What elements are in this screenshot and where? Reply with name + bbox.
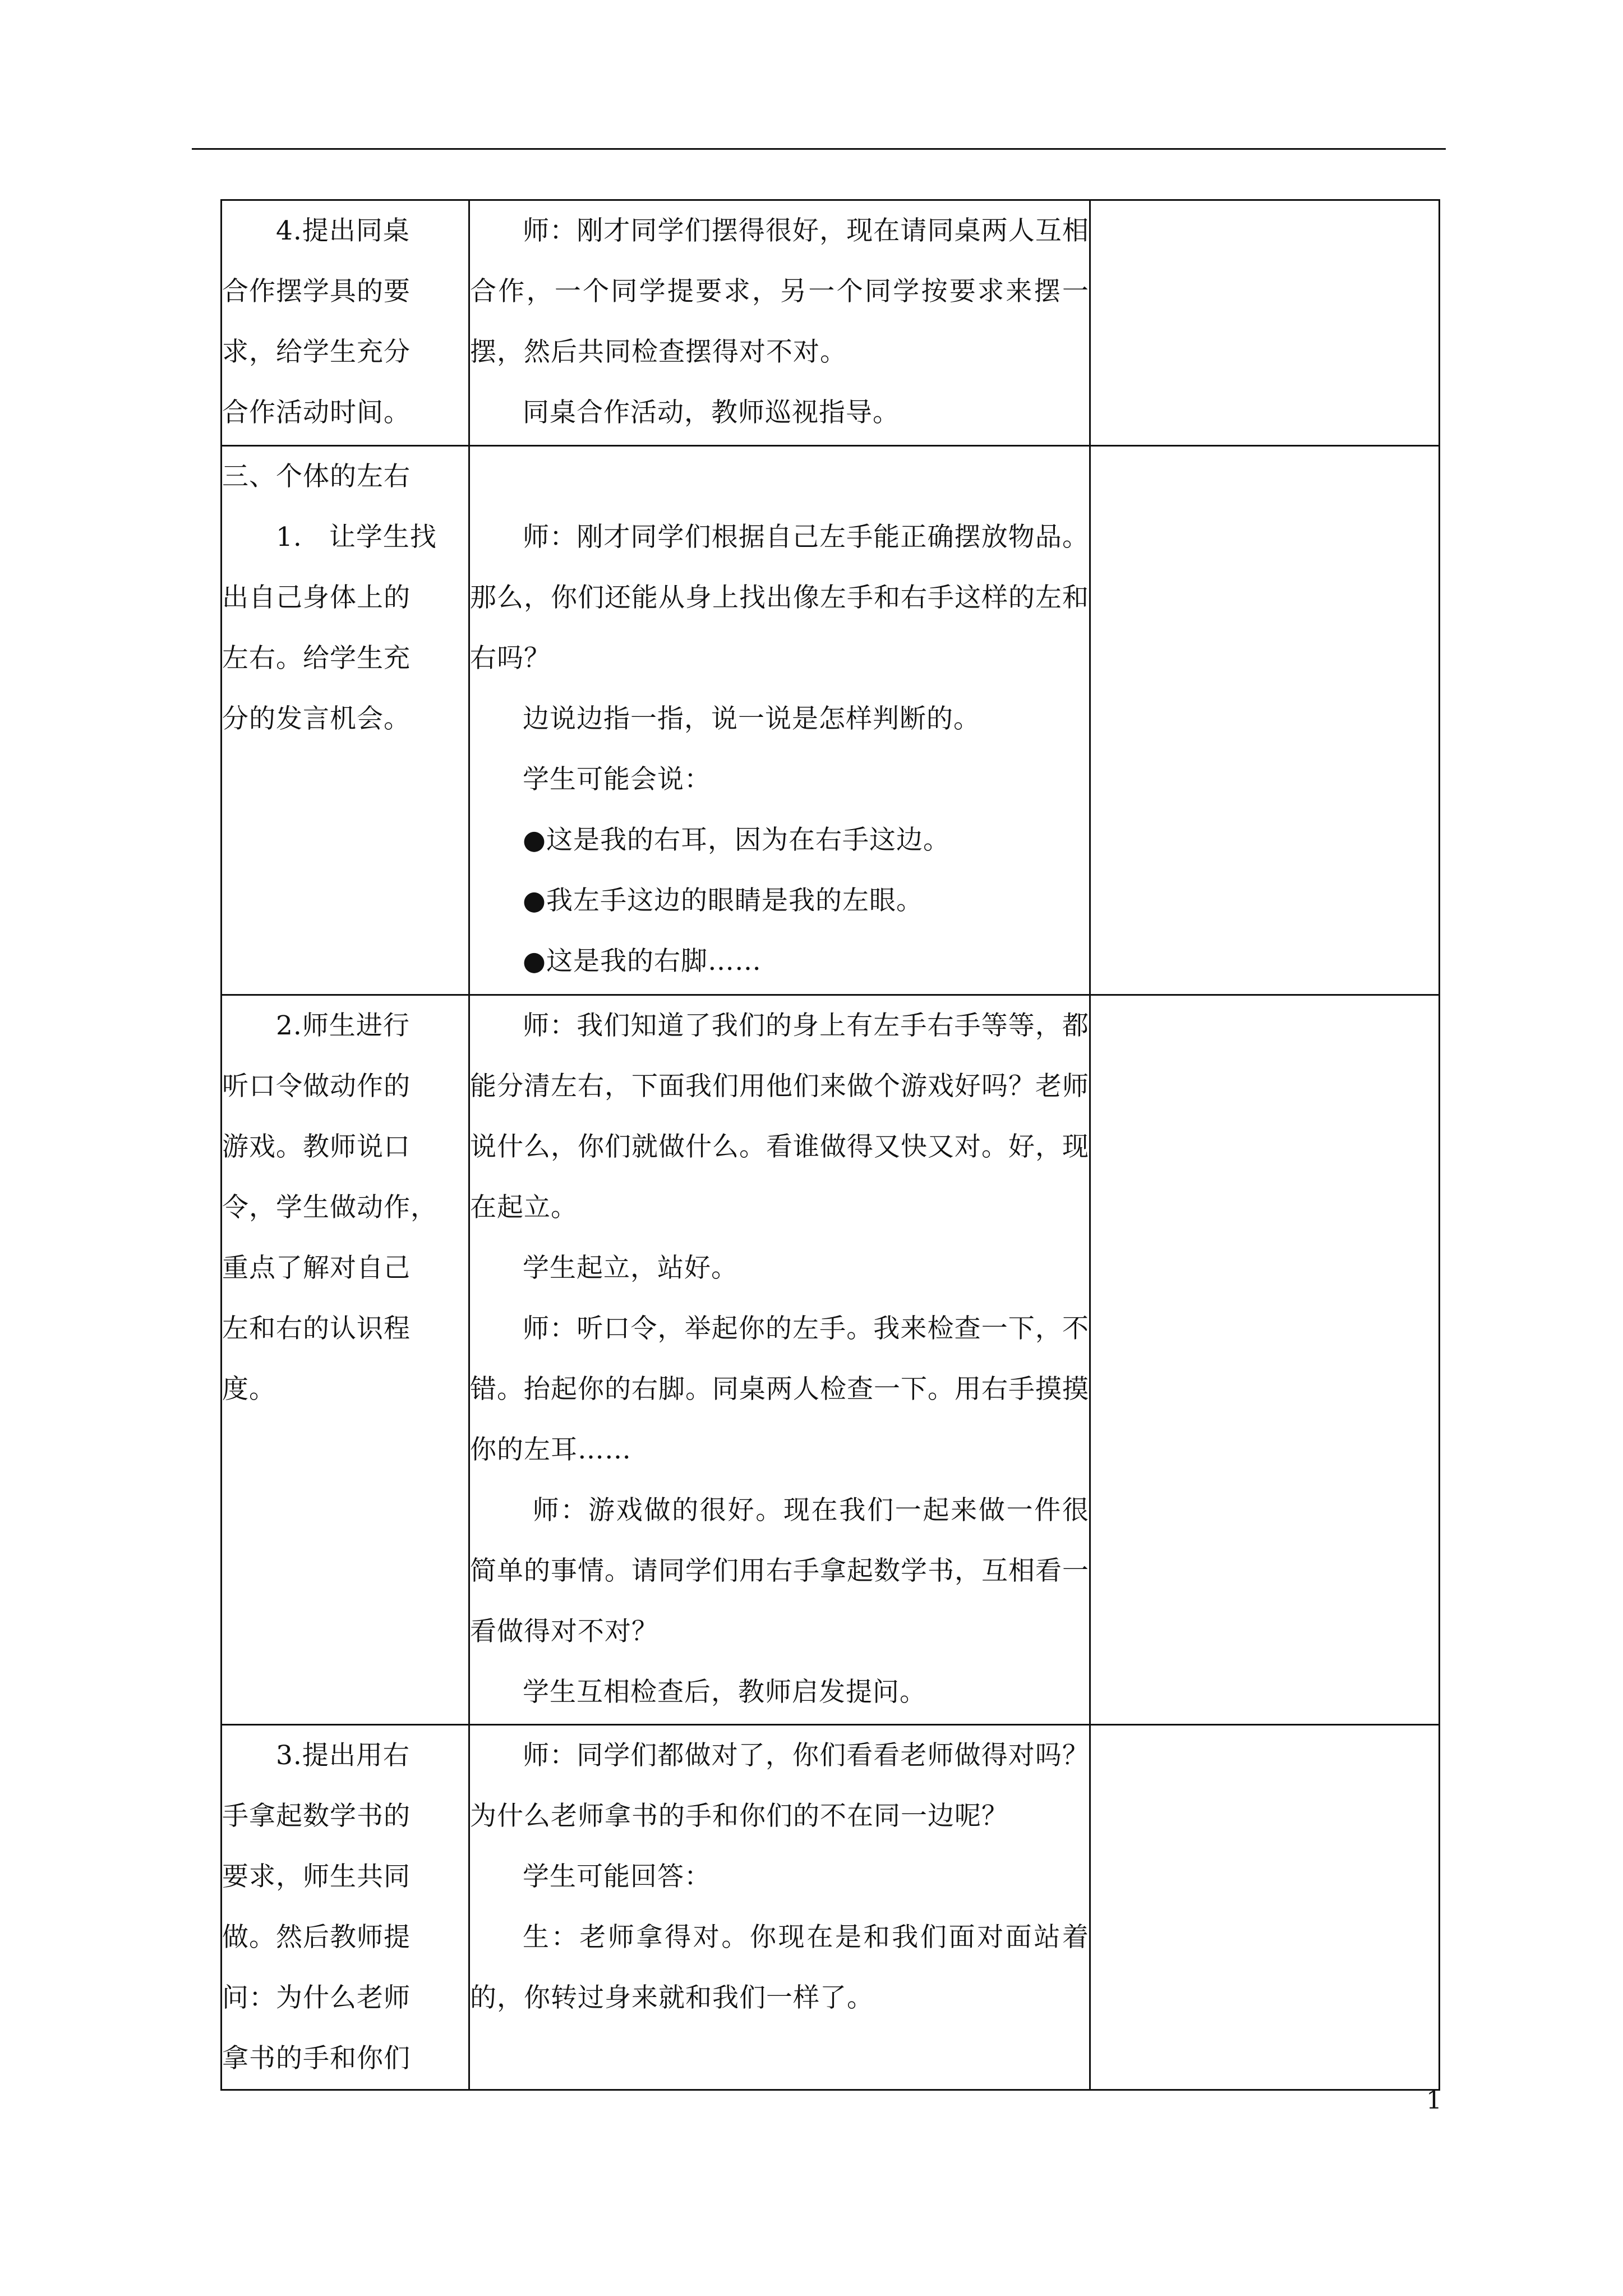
- page-number: 1: [1426, 2086, 1442, 2115]
- activity-paragraph: 师：同学们都做对了，你们看看老师做得对吗？为什么老师拿书的手和你们的不在同一边呢？: [470, 1740, 1089, 1832]
- activity-cell: [469, 1725, 1090, 2090]
- notes-cell: [1090, 446, 1440, 995]
- table-row: [222, 1725, 1440, 2090]
- activity-paragraph: 生：老师拿得对。你现在是和我们面对面站着的，你转过身来就和我们一样了。: [470, 1922, 1089, 2013]
- activity-paragraph: 学生可能回答：: [523, 1861, 711, 1892]
- bullet-item: ●这是我的右脚……: [523, 946, 762, 977]
- step-text: 三、个体的左右 1. 让学生找 出自己身体上的 左右。给学生充 分的发言机会。: [222, 461, 437, 734]
- step-cell: [222, 446, 469, 995]
- header-rule: [192, 148, 1446, 150]
- activity-paragraph: 学生起立，站好。: [523, 1253, 738, 1283]
- step-cell: [222, 200, 469, 446]
- table-row: [222, 995, 1440, 1725]
- bullet-item: ●这是我的右耳，因为在右手这边。: [523, 825, 951, 855]
- activity-cell: [469, 200, 1090, 446]
- activity-paragraph: 师：游戏做的很好。现在我们一起来做一件很简单的事情。请同学们用右手拿起数学书，互相看一看做得对不对？: [470, 1495, 1089, 1647]
- activity-cell: [469, 995, 1090, 1725]
- step-cell: [222, 995, 469, 1725]
- activity-paragraph: 学生互相检查后，教师启发提问。: [523, 1677, 926, 1708]
- notes-cell: [1090, 200, 1440, 446]
- activity-cell: [469, 446, 1090, 995]
- activity-paragraph: 同桌合作活动，教师巡视指导。: [523, 397, 900, 428]
- step-text: 4.提出同桌 合作摆学具的要 求，给学生充分 合作活动时间。: [222, 215, 411, 428]
- step-text: 2.师生进行 听口令做动作的 游戏。教师说口 令，学生做动作， 重点了解对自己 左和右的认识程 度。: [222, 1010, 437, 1405]
- activity-paragraph: 师：刚才同学们摆得很好，现在请同桌两人互相合作，一个同学提要求，另一个同学按要求来摆一摆，然后共同检查摆得对不对。: [470, 215, 1089, 367]
- notes-cell: [1090, 1725, 1440, 2090]
- table-row: [222, 446, 1440, 995]
- activity-paragraph: 学生可能会说：: [523, 764, 711, 795]
- notes-cell: [1090, 995, 1440, 1725]
- activity-paragraph: 师：刚才同学们根据自己左手能正确摆放物品。那么，你们还能从身上找出像左手和右手这样的左和右吗？: [470, 522, 1089, 674]
- lesson-plan-table: [220, 199, 1440, 2091]
- table-row: [222, 200, 1440, 446]
- activity-paragraph: [470, 447, 1089, 507]
- activity-paragraph: 师：听口令，举起你的左手。我来检查一下，不错。抬起你的右脚。同桌两人检查一下。用右手摸摸你的左耳……: [470, 1313, 1089, 1465]
- bullet-item: ●我左手这边的眼睛是我的左眼。: [523, 885, 924, 916]
- step-text: 3.提出用右 手拿起数学书的 要求，师生共同 做。然后教师提 问：为什么老师 拿书的手和你们: [222, 1740, 411, 2074]
- activity-paragraph: 边说边指一指，说一说是怎样判断的。: [523, 703, 980, 734]
- activity-paragraph: 师：我们知道了我们的身上有左手右手等等，都能分清左右，下面我们用他们来做个游戏好吗？老师说什么，你们就做什么。看谁做得又快又对。好，现在起立。: [470, 1010, 1089, 1223]
- step-cell: [222, 1725, 469, 2090]
